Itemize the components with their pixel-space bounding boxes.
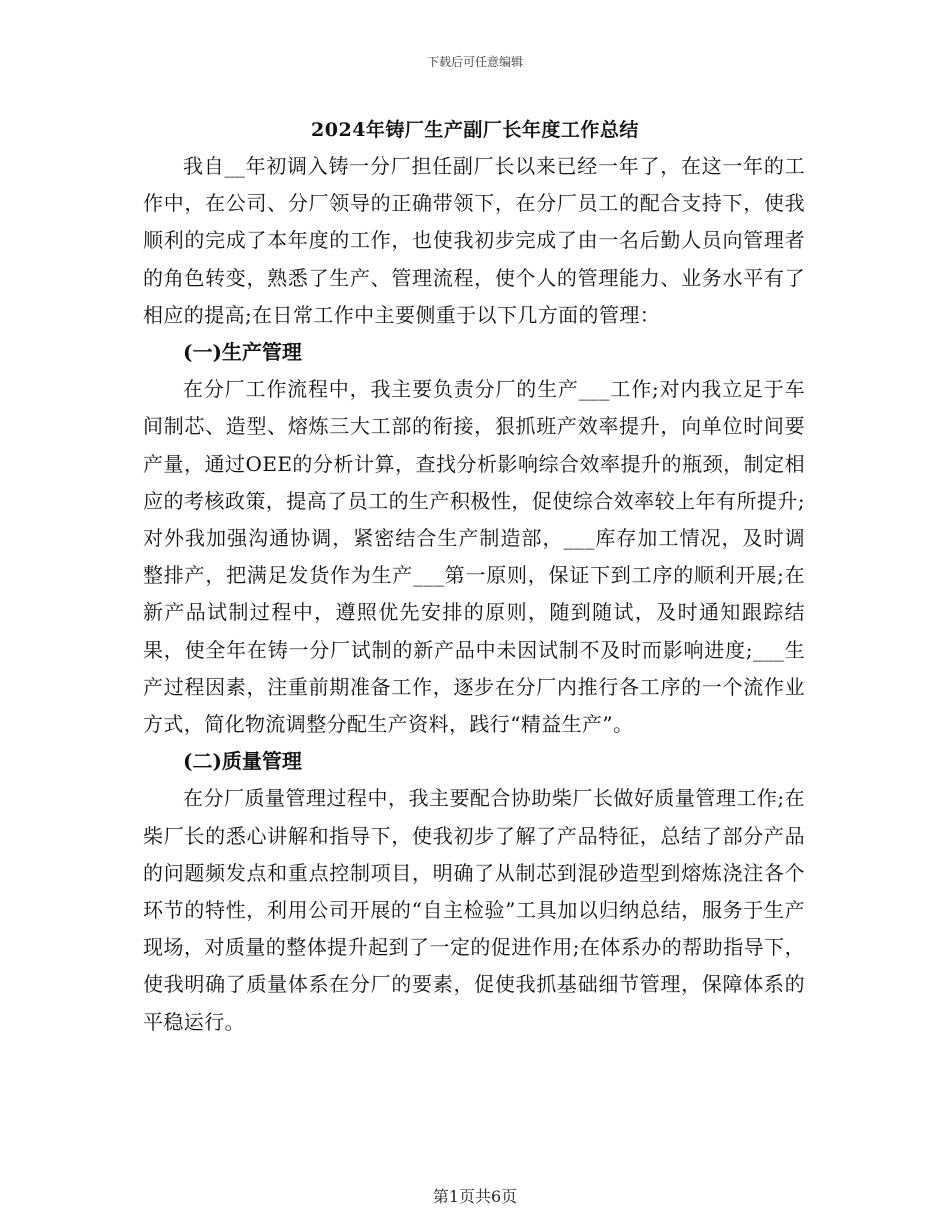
document-body [143,148,805,1041]
section-heading-production: (一)生产管理 [183,340,302,365]
section-heading-quality: (二)质量管理 [183,749,302,774]
section-paragraph-production: 在分厂工作流程中，我主要负责分厂的生产___工作;对内我立足于车间制芯、造型、熔炼三大工部的衔接，狠抓班产效率提升，向单位时间要产量，通过OEE的分析计算，查找分析影响综合效率提升的瓶颈，制定相应的考核政策，提高了员工的生产积极性，促使综合效率较上年有所提升;对外我加强沟通协调，紧密结合生产制造部，___库存加工情况，及时调整排产，把满足发货作为生产___第一原则，保证下到工序的顺利开展;在新产品试制过程中，遵照优先安排的原则，随到随试，及时通知跟踪结果，使全年在铸一分厂试制的新产品中未因试制不及时而影响进度;___生产过程因素，注重前期准备工作，逐步在分厂内推行各工序的一个流作业方式，简化物流调整分配生产资料，践行“精益生产”。 [143,377,805,737]
intro-paragraph: 我自__年初调入铸一分厂担任副厂长以来已经一年了，在这一年的工作中，在公司、分厂领导的正确带领下，在分厂员工的配合支持下，使我顺利的完成了本年度的工作，也使我初步完成了由一名后勤人员向管理者的角色转变，熟悉了生产、管理流程，使个人的管理能力、业务水平有了相应的提高;在日常工作中主要侧重于以下几方面的管理： [143,154,805,327]
section-paragraph-quality: 在分厂质量管理过程中，我主要配合协助柴厂长做好质量管理工作;在柴厂长的悉心讲解和指导下，使我初步了解了产品特征，总结了部分产品的问题频发点和重点控制项目，明确了从制芯到混砂造型到熔炼浇注各个环节的特性，利用公司开展的“自主检验”工具加以归纳总结，服务于生产现场，对质量的整体提升起到了一定的促进作用;在体系办的帮助指导下，使我明确了质量体系在分厂的要素，促使我抓基础细节管理，保障体系的平稳运行。 [143,786,805,1034]
page-number: 第1页共6页 [432,1187,518,1206]
document-title: 2024年铸厂生产副厂长年度工作总结 [311,119,639,141]
page-header: 下载后可任意编辑 [426,55,523,69]
